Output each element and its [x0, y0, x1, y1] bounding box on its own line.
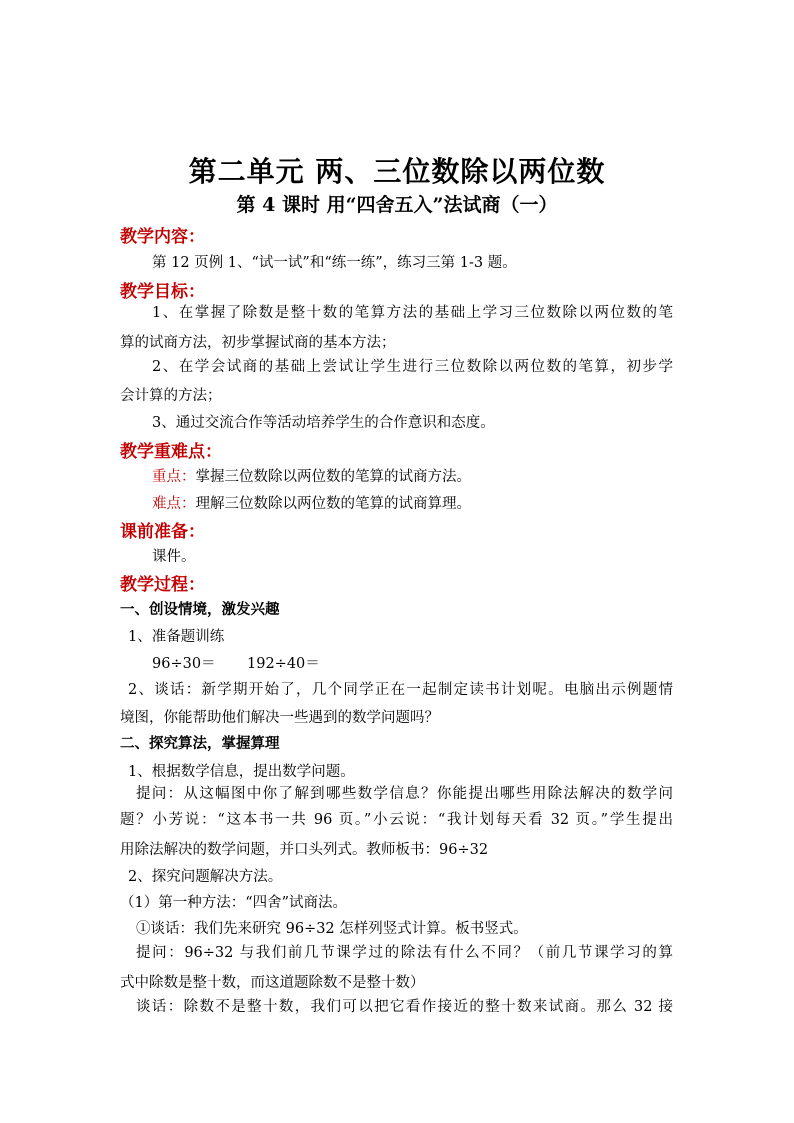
lesson-subtitle: 第 4 课时 用“四舍五入”法试商（一）	[236, 194, 558, 216]
difficulty-label: 难点：	[152, 496, 196, 512]
key-point-line	[152, 465, 471, 486]
equation: 192÷40＝	[247, 656, 320, 672]
document-title: 第二单元 两、三位数除以两位数	[188, 155, 606, 188]
process-subheading: 二、探究算法，掌握算理	[120, 735, 280, 752]
key-label: 重点：	[152, 469, 196, 485]
process-line: 谈话：除数不是整十数，我们可以把它看作接近的整十数来试商。那么 32 接	[136, 999, 673, 1015]
process-line: 题？小芳说：“这本书一共 96 页。”小云说：“我计划每天看 32 页。”学生提出	[120, 812, 673, 828]
process-line: 1、根据数学信息，提出数学问题。	[128, 764, 355, 780]
process-line: 用除法解决的数学问题，并口头列式。教师板书：96÷32	[120, 842, 489, 858]
process-line: 式中除数是整十数，而这道题除数不是整十数）	[120, 975, 425, 991]
key-text: 掌握三位数除以两位数的笔算的试商方法。	[195, 469, 471, 485]
goal-line: 算的试商方法，初步掌握试商的基本方法；	[120, 335, 396, 351]
process-line: 境图，你能帮助他们解决一些遇到的数学问题吗？	[120, 710, 439, 726]
process-line: 2、谈话：新学期开始了，几个同学正在一起制定读书计划呢。电脑出示例题情	[128, 682, 673, 698]
section-heading-key-points: 教学重难点：	[120, 442, 222, 462]
process-subheading: 一、创设情境，激发兴趣	[120, 601, 280, 618]
content-text: 第 12 页例 1、“试一试”和“练一练”，练习三第 1-3 题。	[152, 255, 517, 271]
process-line: 提问：96÷32 与我们前几节课学过的除法有什么不同？（前几节课学习的算	[136, 945, 673, 961]
goal-line: 2、在学会试商的基础上尝试让学生进行三位数除以两位数的笔算，初步学	[152, 359, 673, 375]
section-heading-preparation: 课前准备：	[120, 522, 205, 542]
goal-line: 1、在掌握了除数是整十数的笔算方法的基础上学习三位数除以两位数的笔	[152, 305, 673, 321]
process-line: 1、准备题训练	[128, 629, 225, 645]
process-line: 2、探究问题解决方法。	[128, 869, 283, 885]
section-heading-content: 教学内容：	[120, 227, 205, 247]
goal-line: 会计算的方法；	[120, 388, 222, 404]
difficulty-text: 理解三位数除以两位数的笔算的试商算理。	[195, 496, 471, 512]
process-line: ①谈话：我们先来研究 96÷32 怎样列竖式计算。板书竖式。	[136, 921, 528, 937]
section-heading-goals: 教学目标：	[120, 282, 205, 302]
process-line: （1）第一种方法：“四舍”试商法。	[120, 895, 348, 911]
section-heading-process: 教学过程：	[120, 575, 205, 595]
process-line: 提问：从这幅图中你了解到哪些数学信息？你能提出哪些用除法解决的数学问	[136, 786, 673, 802]
difficulty-line	[152, 492, 471, 513]
preparation-text: 课件。	[152, 549, 196, 565]
goal-line: 3、通过交流合作等活动培养学生的合作意识和态度。	[152, 415, 495, 431]
equation: 96÷30＝	[152, 656, 216, 672]
